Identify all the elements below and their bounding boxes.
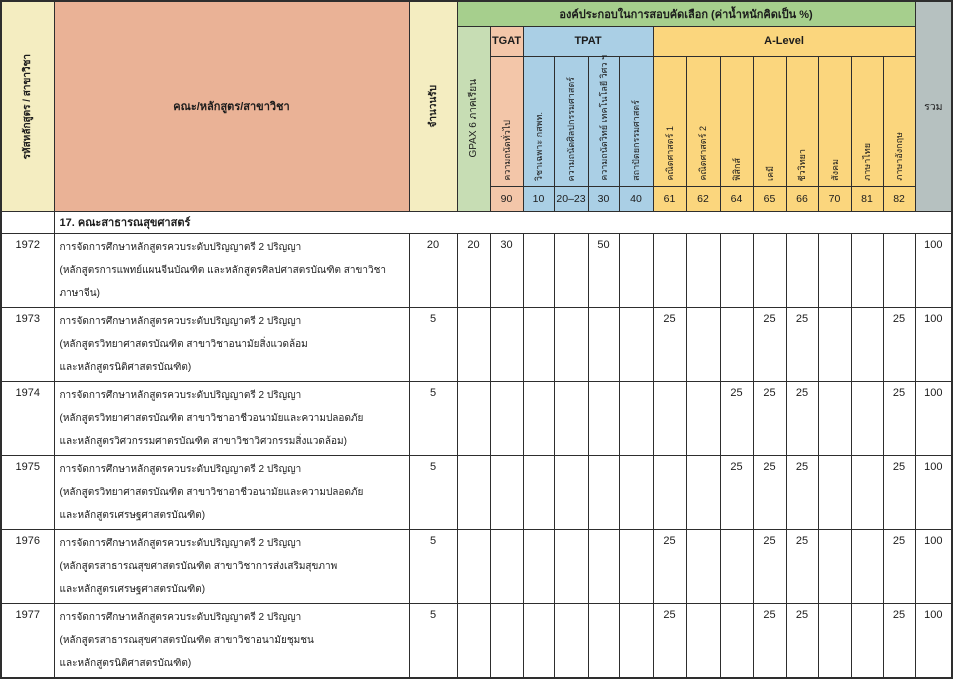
score-90 <box>490 455 523 529</box>
subject-header-64 <box>720 56 753 186</box>
score-61: 25 <box>653 307 686 381</box>
subject-code-70: 70 <box>818 186 851 211</box>
subject-header-61 <box>653 56 686 186</box>
score-64 <box>720 529 753 603</box>
section-row-empty-cell <box>1 211 54 233</box>
program-row-1973 <box>1 307 952 381</box>
score-81 <box>851 455 883 529</box>
score-62 <box>686 307 720 381</box>
subject-header-82 <box>883 56 915 186</box>
subject-code-64: 64 <box>720 186 753 211</box>
score-62 <box>686 233 720 307</box>
subject-name-label: ฟิสิกส์ <box>731 158 742 181</box>
score-30 <box>588 381 619 455</box>
program-description-line: (หลักสูตรวิทยาศาสตรบัณฑิต สาขาวิชาอนามัยสิ่งแวดล้อม <box>59 338 308 350</box>
program-row-1975 <box>1 455 952 529</box>
subject-name-label: สังคม <box>829 159 840 181</box>
subject-code-65: 65 <box>753 186 786 211</box>
score-70 <box>818 233 851 307</box>
program-description-line: (หลักสูตรสาธารณสุขศาสตรบัณฑิต สาขาวิชาการส่งเสริมสุขภาพ <box>59 560 338 572</box>
program-description-line: การจัดการศึกษาหลักสูตรควบระดับปริญญาตรี 2 ปริญญา <box>59 537 302 549</box>
score-64: 25 <box>720 381 753 455</box>
quota-value: 5 <box>409 529 457 603</box>
total-value: 100 <box>915 381 952 455</box>
score-64 <box>720 307 753 381</box>
col-header-gpax-label: GPAX 6 ภาคเรียน <box>468 79 479 158</box>
score-10 <box>523 233 554 307</box>
score-64 <box>720 233 753 307</box>
score-65: 25 <box>753 381 786 455</box>
col-header-quota <box>409 1 457 211</box>
score-30: 50 <box>588 233 619 307</box>
score-70 <box>818 529 851 603</box>
subject-code-90: 90 <box>490 186 523 211</box>
program-description-line: การจัดการศึกษาหลักสูตรควบระดับปริญญาตรี 2 ปริญญา <box>59 611 302 623</box>
score-81 <box>851 529 883 603</box>
score-65: 25 <box>753 455 786 529</box>
score-61: 25 <box>653 529 686 603</box>
score-70 <box>818 381 851 455</box>
program-description-line: การจัดการศึกษาหลักสูตรควบระดับปริญญาตรี 2 ปริญญา <box>59 315 302 327</box>
program-description-line: (หลักสูตรสาธารณสุขศาสตรบัณฑิต สาขาวิชาอนามัยชุมชน <box>59 634 314 646</box>
subject-name-label: ภาษาไทย <box>862 143 872 181</box>
score-66 <box>786 233 818 307</box>
score-20–23 <box>554 529 588 603</box>
subject-header-62 <box>686 56 720 186</box>
score-40 <box>619 233 653 307</box>
program-description-line: (หลักสูตรวิทยาศาสตรบัณฑิต สาขาวิชาอาชีวอนามัยและความปลอดภัย <box>59 412 364 424</box>
section-row <box>1 211 952 233</box>
program-row-1972 <box>1 233 952 307</box>
score-70 <box>818 603 851 678</box>
score-10 <box>523 307 554 381</box>
subject-header-66 <box>786 56 818 186</box>
gpax-value: 20 <box>457 233 490 307</box>
score-10 <box>523 381 554 455</box>
subject-code-20–23: 20–23 <box>554 186 588 211</box>
program-description <box>54 455 409 529</box>
score-82: 25 <box>883 307 915 381</box>
program-description <box>54 529 409 603</box>
score-40 <box>619 381 653 455</box>
total-value: 100 <box>915 233 952 307</box>
program-description <box>54 233 409 307</box>
program-code: 1976 <box>1 529 54 603</box>
score-40 <box>619 603 653 678</box>
quota-value: 5 <box>409 455 457 529</box>
subject-header-65 <box>753 56 786 186</box>
score-82 <box>883 233 915 307</box>
subject-code-10: 10 <box>523 186 554 211</box>
score-30 <box>588 603 619 678</box>
program-row-1976 <box>1 529 952 603</box>
program-description-line: และหลักสูตรวิศวกรรมศาตรบัณฑิต สาขาวิชาวิศวกรรมสิ่งแวดล้อม) <box>59 435 347 447</box>
score-90 <box>490 603 523 678</box>
score-10 <box>523 455 554 529</box>
score-40 <box>619 307 653 381</box>
score-82: 25 <box>883 455 915 529</box>
score-70 <box>818 307 851 381</box>
program-description-line: และหลักสูตรนิติศาสตรบัณฑิต) <box>59 657 192 669</box>
program-description <box>54 603 409 678</box>
subject-header-90 <box>490 56 523 186</box>
score-65: 25 <box>753 529 786 603</box>
subject-name-label: คณิตศาสตร์ 1 <box>664 126 675 181</box>
score-62 <box>686 381 720 455</box>
group-header-tgat: TGAT <box>490 26 523 56</box>
quota-value: 5 <box>409 603 457 678</box>
score-62 <box>686 529 720 603</box>
score-66: 25 <box>786 307 818 381</box>
score-64: 25 <box>720 455 753 529</box>
score-20–23 <box>554 603 588 678</box>
score-90: 30 <box>490 233 523 307</box>
score-61 <box>653 455 686 529</box>
subject-header-20–23 <box>554 56 588 186</box>
score-81 <box>851 307 883 381</box>
score-66: 25 <box>786 529 818 603</box>
score-61 <box>653 233 686 307</box>
col-header-gpax <box>457 26 490 211</box>
quota-value: 5 <box>409 307 457 381</box>
score-64 <box>720 603 753 678</box>
group-header-tpat: TPAT <box>523 26 653 56</box>
subject-header-81 <box>851 56 883 186</box>
score-61: 25 <box>653 603 686 678</box>
col-header-program-code-label: รหัสหลักสูตร / สาขาวิชา <box>22 53 34 159</box>
col-header-program-code <box>1 1 54 211</box>
score-62 <box>686 455 720 529</box>
program-description-line: การจัดการศึกษาหลักสูตรควบระดับปริญญาตรี 2 ปริญญา <box>59 241 302 253</box>
total-value: 100 <box>915 307 952 381</box>
score-20–23 <box>554 381 588 455</box>
subject-header-40 <box>619 56 653 186</box>
program-description-line: (หลักสูตรวิทยาศาสตรบัณฑิต สาขาวิชาอาชีวอนามัยและความปลอดภัย <box>59 486 364 498</box>
subject-name-label: สถาปัตยกรรมศาสตร์ <box>631 100 641 181</box>
subject-code-82: 82 <box>883 186 915 211</box>
score-90 <box>490 307 523 381</box>
score-61 <box>653 381 686 455</box>
subject-code-81: 81 <box>851 186 883 211</box>
score-66: 25 <box>786 455 818 529</box>
score-82: 25 <box>883 529 915 603</box>
program-description <box>54 307 409 381</box>
total-value: 100 <box>915 529 952 603</box>
score-81 <box>851 233 883 307</box>
subject-code-66: 66 <box>786 186 818 211</box>
col-header-total: รวม <box>915 1 952 211</box>
score-65: 25 <box>753 307 786 381</box>
subject-name-label: วิชาเฉพาะ กสพท. <box>533 111 544 181</box>
score-30 <box>588 455 619 529</box>
program-description <box>54 381 409 455</box>
score-66: 25 <box>786 381 818 455</box>
col-header-program: คณะ/หลักสูตร/สาขาวิชา <box>54 1 409 211</box>
program-description-line: และหลักสูตรเศรษฐศาสตรบัณฑิต) <box>59 509 206 521</box>
quota-value: 20 <box>409 233 457 307</box>
subject-code-61: 61 <box>653 186 686 211</box>
program-code: 1972 <box>1 233 54 307</box>
subject-code-30: 30 <box>588 186 619 211</box>
gpax-value <box>457 381 490 455</box>
group-header-alevel: A-Level <box>653 26 915 56</box>
score-81 <box>851 603 883 678</box>
score-81 <box>851 381 883 455</box>
program-row-1977 <box>1 603 952 678</box>
program-description-line: การจัดการศึกษาหลักสูตรควบระดับปริญญาตรี 2 ปริญญา <box>59 463 302 475</box>
program-code: 1974 <box>1 381 54 455</box>
subject-code-40: 40 <box>619 186 653 211</box>
score-40 <box>619 529 653 603</box>
score-82: 25 <box>883 381 915 455</box>
score-70 <box>818 455 851 529</box>
subject-name-label: ความถนัดศิลปกรรมศาสตร์ <box>566 76 576 181</box>
score-30 <box>588 529 619 603</box>
score-65 <box>753 233 786 307</box>
score-30 <box>588 307 619 381</box>
program-description-line: และหลักสูตรเศรษฐศาสตรบัณฑิต) <box>59 583 206 595</box>
score-65: 25 <box>753 603 786 678</box>
score-20–23 <box>554 455 588 529</box>
subject-name-label: คณิตศาสตร์ 2 <box>698 126 708 181</box>
program-row-1974 <box>1 381 952 455</box>
subject-name-label: ภาษาอังกฤษ <box>894 132 905 181</box>
subject-header-10 <box>523 56 554 186</box>
score-20–23 <box>554 307 588 381</box>
score-10 <box>523 603 554 678</box>
gpax-value <box>457 455 490 529</box>
score-62 <box>686 603 720 678</box>
score-66: 25 <box>786 603 818 678</box>
section-title: 17. คณะสาธารณสุขศาสตร์ <box>54 211 952 233</box>
score-90 <box>490 529 523 603</box>
gpax-value <box>457 529 490 603</box>
subject-header-70 <box>818 56 851 186</box>
program-description-line: (หลักสูตรการแพทย์แผนจีนบัณฑิต และหลักสูตรศิลปศาสตรบัณฑิต สาขาวิชาภาษาจีน) <box>59 264 386 299</box>
subject-name-label: ชีววิทยา <box>797 148 807 181</box>
score-90 <box>490 381 523 455</box>
program-code: 1975 <box>1 455 54 529</box>
program-description-line: และหลักสูตรนิติศาสตรบัณฑิต) <box>59 361 192 373</box>
program-code: 1973 <box>1 307 54 381</box>
score-10 <box>523 529 554 603</box>
total-value: 100 <box>915 455 952 529</box>
total-value: 100 <box>915 603 952 678</box>
subject-name-label: ความถนัดทั่วไป <box>501 120 512 181</box>
quota-value: 5 <box>409 381 457 455</box>
org-components-header: องค์ประกอบในการสอบคัดเลือก (ค่าน้ำหนักคิดเป็น %) <box>457 1 915 26</box>
subject-name-label: ความถนัดวิทย์ เทคโนโลยี วิศว ฯ <box>598 55 609 181</box>
gpax-value <box>457 603 490 678</box>
score-40 <box>619 455 653 529</box>
col-header-quota-label: จำนวนรับ <box>427 85 439 128</box>
subject-code-62: 62 <box>686 186 720 211</box>
program-code: 1977 <box>1 603 54 678</box>
score-82: 25 <box>883 603 915 678</box>
subject-name-label: เคมี <box>764 165 775 181</box>
score-20–23 <box>554 233 588 307</box>
subject-header-30 <box>588 56 619 186</box>
gpax-value <box>457 307 490 381</box>
program-description-line: การจัดการศึกษาหลักสูตรควบระดับปริญญาตรี 2 ปริญญา <box>59 389 302 401</box>
